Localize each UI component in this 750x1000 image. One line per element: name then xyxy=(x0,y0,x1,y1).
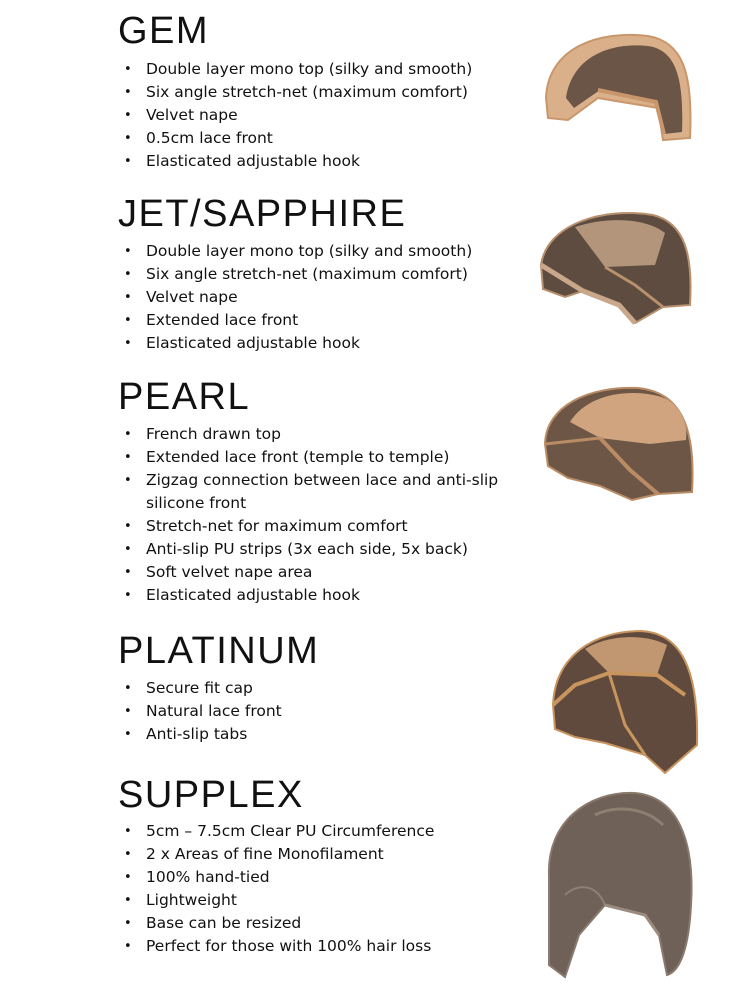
jet-sapphire-cap-image xyxy=(535,205,700,330)
section-title: PLATINUM xyxy=(118,630,320,672)
section-title: GEM xyxy=(118,10,210,52)
list-item: • Extended lace front xyxy=(122,309,502,332)
list-item: • Lightweight xyxy=(122,889,502,912)
feature-list xyxy=(122,240,502,355)
list-item: • Six angle stretch-net (maximum comfort) xyxy=(122,263,502,286)
list-item: • 2 x Areas of fine Monofilament xyxy=(122,843,502,866)
list-item: • Zigzag connection between lace and anti-slip silicone front xyxy=(122,469,502,515)
list-item: • Base can be resized xyxy=(122,912,502,935)
list-item: • Elasticated adjustable hook xyxy=(122,150,502,173)
list-item: • Anti-slip tabs xyxy=(122,723,502,746)
list-item: • Elasticated adjustable hook xyxy=(122,332,502,355)
list-item: • Elasticated adjustable hook xyxy=(122,584,502,607)
list-item: • Secure fit cap xyxy=(122,677,502,700)
list-item: • Extended lace front (temple to temple) xyxy=(122,446,502,469)
section-title: SUPPLEX xyxy=(118,774,304,816)
list-item: • Double layer mono top (silky and smooth) xyxy=(122,240,502,263)
pearl-cap-image xyxy=(540,382,700,507)
feature-list xyxy=(122,677,502,746)
list-item: • Natural lace front xyxy=(122,700,502,723)
list-item: • Velvet nape xyxy=(122,104,502,127)
list-item: • 100% hand-tied xyxy=(122,866,502,889)
list-item: • Anti-slip PU strips (3x each side, 5x back) xyxy=(122,538,502,561)
list-item: • Double layer mono top (silky and smooth) xyxy=(122,58,502,81)
section-title: PEARL xyxy=(118,376,251,418)
list-item: • Stretch-net for maximum comfort xyxy=(122,515,502,538)
list-item: • 0.5cm lace front xyxy=(122,127,502,150)
supplex-cap-image xyxy=(535,785,700,980)
list-item: • Velvet nape xyxy=(122,286,502,309)
feature-list xyxy=(122,820,502,958)
list-item: • Six angle stretch-net (maximum comfort) xyxy=(122,81,502,104)
list-item: • 5cm – 7.5cm Clear PU Circumference xyxy=(122,820,502,843)
list-item: • French drawn top xyxy=(122,423,502,446)
gem-cap-image xyxy=(538,28,698,148)
feature-list xyxy=(122,58,502,173)
list-item: • Perfect for those with 100% hair loss xyxy=(122,935,502,958)
platinum-cap-image xyxy=(545,625,705,775)
feature-list xyxy=(122,423,502,607)
list-item: • Soft velvet nape area xyxy=(122,561,502,584)
section-title: JET/SAPPHIRE xyxy=(118,193,407,235)
